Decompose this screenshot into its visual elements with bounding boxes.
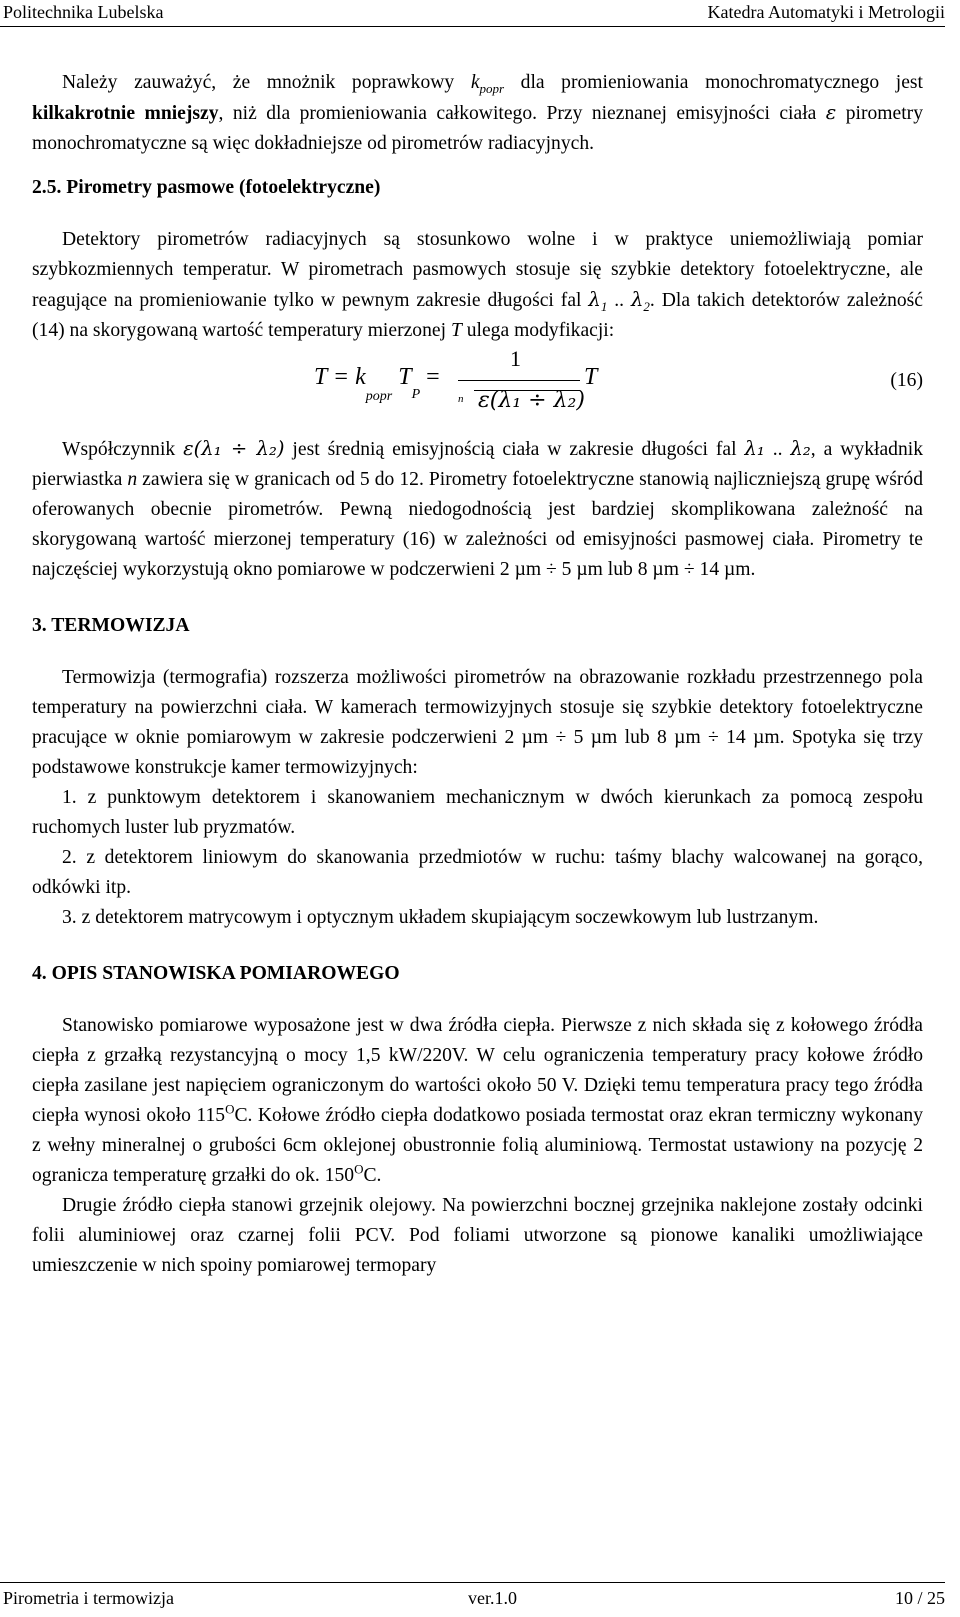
paragraph-thermovision: Termowizja (termografia) rozszerza możliwości pirometrów na obrazowanie rozkładu przestrzennego pola temperatury na powierzchni ciała. W kamerach termowizyjnych stosuje się szybkie detektory fotoelektryczne pracujące w oknie pomiarowym w zakresie podczerwieni 2 µm ÷ 5 µm lub 8 µm ÷ 14 µm. Spotyka się trzy podstawowe konstrukcje kamer termowizyjnych: — [32, 667, 923, 778]
footer-title: Pirometria i termowizja — [3, 1588, 174, 1608]
section-heading-4: 4. OPIS STANOWISKA POMIAROWEGO — [32, 963, 400, 984]
list-item: 2. z detektorem liniowym do skanowania przedmiotów w ruchu: taśmy blachy walcowanej na gorąco, odkówki itp. — [32, 847, 923, 898]
page-header — [0, 0, 945, 27]
fraction-numerator: 1 — [510, 346, 521, 371]
page-number: 10 / 25 — [894, 1588, 945, 1608]
footer-version: ver.1.0 — [468, 1588, 517, 1608]
equation-rhs: T — [584, 364, 598, 390]
page-content — [32, 68, 923, 1281]
fraction-line — [458, 380, 580, 381]
paragraph-band-pyrometers: Detektory pirometrów radiacyjnych są stosunkowo wolne i w praktyce uniemożliwiają pomiar szybkozmiennych temperatur. W pirometrach pasmowych stosuje się szybkie detektory fotoelektryczne, ale reagujące na promieniowanie tylko w pewnym zakresie długości fal $\lambda_1$ .. $\lambda_2$. Dla takich detektorów zależność (14) na skorygowaną wartość temperatury mierzonej T ulega modyfikacji: — [32, 229, 924, 341]
bold-phrase: kilkakrotnie mniejszy — [32, 103, 219, 124]
root-index: n — [458, 393, 464, 405]
list-item: 3. z detektorem matrycowym i optycznym układem skupiającym soczewkowym lub lustrzanym. — [62, 907, 819, 928]
header-university: Politechnika Lubelska — [3, 2, 164, 22]
fraction-denominator: ε(λ₁ ÷ λ₂) — [478, 388, 585, 413]
page-footer — [0, 1582, 945, 1613]
equation-number: (16) — [890, 370, 923, 391]
paragraph-stand-description: Stanowisko pomiarowe wyposażone jest w dwa źródła ciepła. Pierwsze z nich składa się z kołowego źródła ciepła z grzałką rezystancyjną o mocy 1,5 kW/220V. W celu ograniczenia temperatury pracy kołowe źródło ciepła zasilane jest napięciem ograniczonym do wartości około 50 V. Dzięki temu temperatura pracy tego źródła ciepła wynosi około $115^OC$. Kołowe źródło ciepła dodatkowo posiada termostat oraz ekran termiczny wykonany z wełny mineralnej o grubości 6cm oklejonej obustronnie folią aluminiową. Termostat ustawiony na pozycję 2 ogranicza temperaturę grzałki do ok. $150^OC$. — [32, 1015, 923, 1186]
section-heading-2-5: 2.5. Pirometry pasmowe (fotoelektryczne) — [32, 177, 381, 198]
paragraph-monochromatic: Należy zauważyć, że mnożnik poprawkowy $k_{popr}$ dla promieniowania monochromatycznego jest kilkakrotnie mniejszy, niż dla promieniowania całkowitego. Przy nieznanej emisyjności ciała ε pirometry monochromatyczne są więc dokładniejsze od pirometrów radiacyjnych. — [32, 72, 923, 154]
header-department: Katedra Automatyki i Metrologii — [707, 2, 945, 22]
symbol-k: k — [470, 72, 480, 93]
paragraph-oil-heater: Drugie źródło ciepła stanowi grzejnik olejowy. Na powierzchni bocznej grzejnika naklejone zostały odcinki folii aluminiowej oraz czarnej folii PCV. Pod foliami utworzone są pionowe kanaliki umożliwiające umieszczenie w nich spoiny pomiarowej termopary — [32, 1195, 923, 1276]
paragraph-coefficient: Współczynnik ε(λ₁ ÷ λ₂) jest średnią emisyjnością ciała w zakresie długości fal λ₁ .. λ₂, a wykładnik pierwiastka n zawiera się w granicach od 5 do 12. Pirometry fotoelektryczne stanowią najliczniejszą grupę wśród oferowanych obecnie pirometrów. Pewną niedogodnością jest bardziej skomplikowana zależność na skorygowaną wartość mierzonej temperatury (16) w zależności od emisyjności pasmowej ciała. Pirometry te najczęściej wykorzystują okno pomiarowe w podczerwieni 2 µm ÷ 5 µm lub 8 µm ÷ 14 µm. — [32, 437, 924, 580]
list-item: 1. z punktowym detektorem i skanowaniem mechanicznym w dwóch kierunkach za pomocą zespołu ruchomych luster lub pryzmatów. — [32, 787, 923, 838]
symbol-epsilon: ε — [825, 101, 837, 124]
equation-formula: $T = k_{popr}$ $T_P$ = 1 n ε(λ₁ ÷ λ₂) T — [314, 350, 734, 430]
section-heading-3: 3. TERMOWIZJA — [32, 615, 190, 636]
equation-16 — [32, 346, 923, 434]
